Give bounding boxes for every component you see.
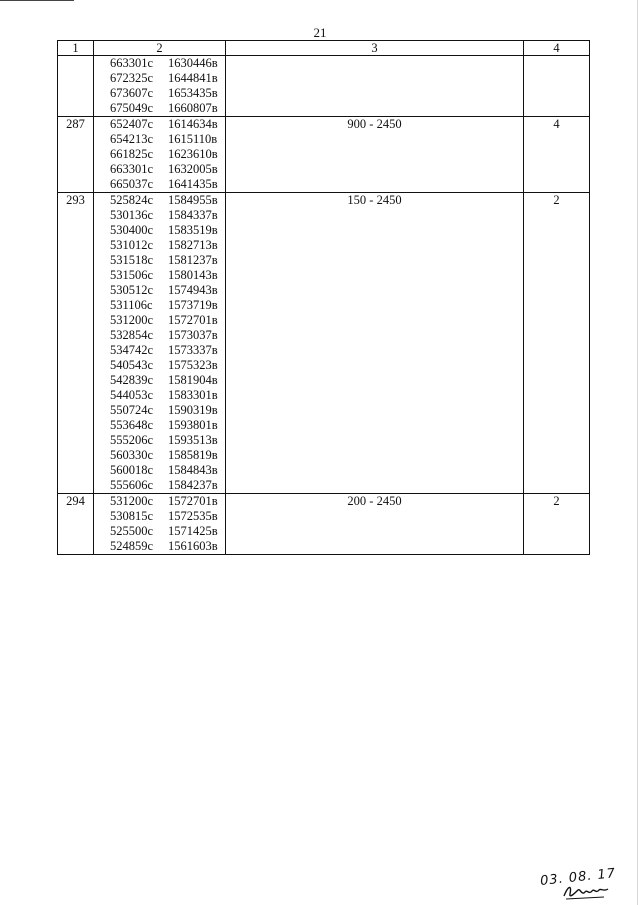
longitude-value: 1590319в bbox=[168, 403, 218, 417]
site-number: 294 bbox=[58, 494, 94, 555]
longitude-value: 1614634в bbox=[168, 117, 218, 131]
longitude-value: 1632005в bbox=[168, 162, 218, 176]
longitude-value: 1574943в bbox=[168, 283, 218, 297]
latitude-value: 530136с bbox=[110, 208, 154, 222]
header-col-1: 1 bbox=[58, 41, 94, 56]
header-col-4: 4 bbox=[524, 41, 590, 56]
longitude-value: 1584955в bbox=[168, 193, 218, 207]
latitude-value: 531200с bbox=[110, 313, 154, 327]
longitude-value: 1593801в bbox=[168, 418, 218, 432]
latitude-value: 672325с bbox=[110, 71, 154, 85]
latitude-value: 532854с bbox=[110, 328, 154, 342]
longitude-value: 1572535в bbox=[168, 509, 218, 523]
table-row bbox=[58, 117, 590, 193]
longitude-value: 1573719в bbox=[168, 298, 218, 312]
coordinate-pair bbox=[110, 117, 225, 132]
longitude-value: 1581237в bbox=[168, 253, 218, 267]
longitude-value: 1561603в bbox=[168, 539, 218, 553]
coordinate-pair bbox=[110, 71, 225, 86]
coordinate-pair bbox=[110, 101, 225, 116]
coordinates-cell bbox=[94, 117, 226, 193]
table-row bbox=[58, 193, 590, 494]
longitude-value: 1572701в bbox=[168, 494, 218, 508]
coordinate-pair bbox=[110, 132, 225, 147]
latitude-value: 540543с bbox=[110, 358, 154, 372]
coordinate-pair bbox=[110, 524, 225, 539]
latitude-value: 531106с bbox=[110, 298, 153, 312]
coordinate-pair bbox=[110, 253, 225, 268]
longitude-value: 1630446в bbox=[168, 56, 218, 70]
coordinate-pair bbox=[110, 162, 225, 177]
depth-range: 200 - 2450 bbox=[226, 494, 524, 555]
longitude-value: 1583519в bbox=[168, 223, 218, 237]
depth-range: 900 - 2450 bbox=[226, 117, 524, 193]
latitude-value: 665037с bbox=[110, 177, 154, 191]
depth-range bbox=[226, 56, 524, 117]
longitude-value: 1644841в bbox=[168, 71, 218, 85]
header-col-3: 3 bbox=[226, 41, 524, 56]
handwritten-date: 03. 08. 17 bbox=[539, 866, 617, 889]
site-number: 293 bbox=[58, 193, 94, 494]
latitude-value: 530512с bbox=[110, 283, 154, 297]
coordinate-pair bbox=[110, 358, 225, 373]
coordinate-pair bbox=[110, 193, 225, 208]
longitude-value: 1623610в bbox=[168, 147, 218, 161]
site-number bbox=[58, 56, 94, 117]
longitude-value: 1580143в bbox=[168, 268, 218, 282]
category-value: 2 bbox=[524, 193, 590, 494]
latitude-value: 560018с bbox=[110, 463, 154, 477]
coordinate-pair bbox=[110, 298, 225, 313]
coordinate-pair bbox=[110, 238, 225, 253]
coordinates-table bbox=[57, 40, 590, 555]
right-edge-rule bbox=[637, 0, 638, 905]
longitude-value: 1581904в bbox=[168, 373, 218, 387]
latitude-value: 530815с bbox=[110, 509, 154, 523]
longitude-value: 1615110в bbox=[168, 132, 218, 146]
coordinate-pair bbox=[110, 509, 225, 524]
header-col-2: 2 bbox=[94, 41, 226, 56]
longitude-value: 1641435в bbox=[168, 177, 218, 191]
table-row bbox=[58, 494, 590, 555]
coordinate-pair bbox=[110, 86, 225, 101]
latitude-value: 531518с bbox=[110, 253, 154, 267]
category-value: 4 bbox=[524, 117, 590, 193]
latitude-value: 661825с bbox=[110, 147, 154, 161]
latitude-value: 663301с bbox=[110, 162, 154, 176]
coordinate-pair bbox=[110, 448, 225, 463]
longitude-value: 1653435в bbox=[168, 86, 218, 100]
latitude-value: 525500с bbox=[110, 524, 154, 538]
latitude-value: 530400с bbox=[110, 223, 154, 237]
latitude-value: 531200с bbox=[110, 494, 154, 508]
latitude-value: 675049с bbox=[110, 101, 154, 115]
latitude-value: 531012с bbox=[110, 238, 154, 252]
latitude-value: 652407с bbox=[110, 117, 154, 131]
latitude-value: 525824с bbox=[110, 193, 154, 207]
signature-mark bbox=[560, 880, 612, 902]
coordinate-pair bbox=[110, 177, 225, 192]
longitude-value: 1584237в bbox=[168, 478, 218, 492]
coordinate-pair bbox=[110, 373, 225, 388]
coordinates-cell bbox=[94, 193, 226, 494]
longitude-value: 1583301в bbox=[168, 388, 218, 402]
latitude-value: 553648с bbox=[110, 418, 154, 432]
coordinate-pair bbox=[110, 268, 225, 283]
longitude-value: 1584843в bbox=[168, 463, 218, 477]
longitude-value: 1582713в bbox=[168, 238, 218, 252]
latitude-value: 673607с bbox=[110, 86, 154, 100]
table-body bbox=[58, 56, 590, 555]
page-number: 21 bbox=[313, 25, 327, 40]
category-value: 2 bbox=[524, 494, 590, 555]
coordinate-pair bbox=[110, 494, 225, 509]
top-edge-rule bbox=[0, 0, 74, 1]
latitude-value: 560330с bbox=[110, 448, 154, 462]
longitude-value: 1571425в bbox=[168, 524, 218, 538]
site-number: 287 bbox=[58, 117, 94, 193]
coordinate-pair bbox=[110, 418, 225, 433]
coordinate-pair bbox=[110, 208, 225, 223]
coordinate-pair bbox=[110, 478, 225, 493]
depth-range: 150 - 2450 bbox=[226, 193, 524, 494]
latitude-value: 544053с bbox=[110, 388, 154, 402]
latitude-value: 531506с bbox=[110, 268, 154, 282]
latitude-value: 654213с bbox=[110, 132, 154, 146]
longitude-value: 1573337в bbox=[168, 343, 218, 357]
latitude-value: 555206с bbox=[110, 433, 154, 447]
latitude-value: 663301с bbox=[110, 56, 154, 70]
longitude-value: 1573037в bbox=[168, 328, 218, 342]
coordinate-pair bbox=[110, 539, 225, 554]
latitude-value: 555606с bbox=[110, 478, 154, 492]
coordinate-pair bbox=[110, 403, 225, 418]
category-value bbox=[524, 56, 590, 117]
coordinate-pair bbox=[110, 388, 225, 403]
coordinate-pair bbox=[110, 223, 225, 238]
coordinates-cell bbox=[94, 56, 226, 117]
coordinate-pair bbox=[110, 56, 225, 71]
coordinates-cell bbox=[94, 494, 226, 555]
longitude-value: 1584337в bbox=[168, 208, 218, 222]
coordinate-pair bbox=[110, 147, 225, 162]
longitude-value: 1585819в bbox=[168, 448, 218, 462]
coordinate-pair bbox=[110, 283, 225, 298]
coordinate-pair bbox=[110, 433, 225, 448]
longitude-value: 1572701в bbox=[168, 313, 218, 327]
coordinate-pair bbox=[110, 313, 225, 328]
coordinate-pair bbox=[110, 463, 225, 478]
latitude-value: 534742с bbox=[110, 343, 154, 357]
longitude-value: 1575323в bbox=[168, 358, 218, 372]
latitude-value: 542839с bbox=[110, 373, 154, 387]
coordinate-pair bbox=[110, 328, 225, 343]
table-row bbox=[58, 56, 590, 117]
coordinate-pair bbox=[110, 343, 225, 358]
table-header-row bbox=[58, 41, 590, 56]
longitude-value: 1660807в bbox=[168, 101, 218, 115]
longitude-value: 1593513в bbox=[168, 433, 218, 447]
latitude-value: 550724с bbox=[110, 403, 154, 417]
latitude-value: 524859с bbox=[110, 539, 154, 553]
